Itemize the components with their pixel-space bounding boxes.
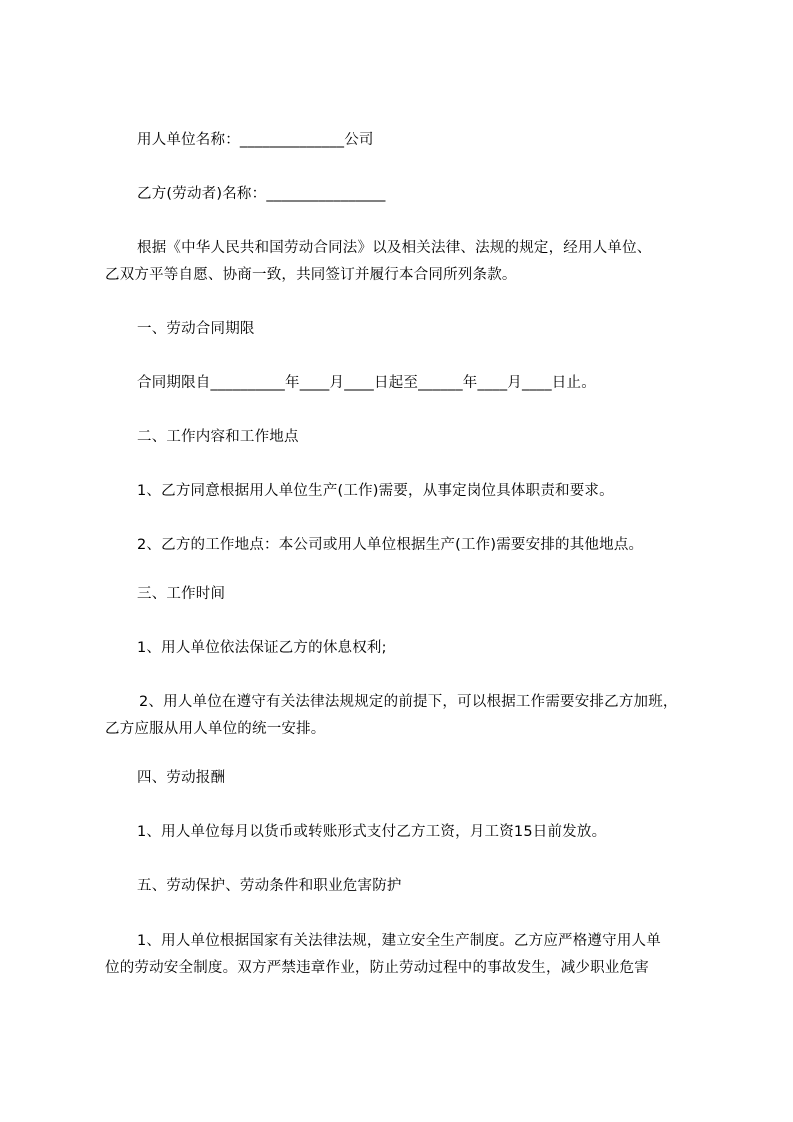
work-time-clause-2-line-1: 2、用人单位在遵守有关法律法规规定的前提下，可以根据工作需要安排乙方加班， (139, 694, 678, 710)
preamble-line-2: 乙双方平等自愿、协商一致，共同签订并履行本合同所列条款。 (105, 267, 517, 283)
section-heading-2: 二、工作内容和工作地点 (137, 429, 299, 445)
protection-clause-1-line-1: 1、用人单位根据国家有关法律法规，建立安全生产制度。乙方应严格遵守用人单 (137, 933, 661, 949)
section-heading-5: 五、劳动保护、劳动条件和职业危害防护 (137, 878, 402, 894)
work-time-clause-2-line-2: 乙方应服从用人单位的统一安排。 (105, 721, 326, 737)
preamble-line-1: 根据《中华人民共和国劳动合同法》以及相关法律、法规的规定，经用人单位、 (137, 240, 652, 256)
section-heading-1: 一、劳动合同期限 (137, 321, 255, 337)
section-heading-4: 四、劳动报酬 (137, 770, 226, 786)
pay-clause-1: 1、用人单位每月以货币或转账形式支付乙方工资，月工资15日前发放。 (137, 824, 607, 840)
section-heading-3: 三、工作时间 (137, 586, 226, 602)
employee-name-line: 乙方(劳动者)名称：________________ (137, 186, 386, 202)
protection-clause-1-line-2: 位的劳动安全制度。双方严禁违章作业，防止劳动过程中的事故发生，减少职业危害 (105, 960, 649, 976)
contract-term-line: 合同期限自__________年____月____日起至______年____月____日止。 (137, 375, 596, 391)
work-content-clause-2: 2、乙方的工作地点：本公司或用人单位根据生产(工作)需要安排的其他地点。 (137, 537, 644, 553)
work-time-clause-1: 1、用人单位依法保证乙方的休息权利; (137, 640, 387, 656)
employer-name-line: 用人单位名称：______________公司 (137, 132, 374, 148)
work-content-clause-1: 1、乙方同意根据用人单位生产(工作)需要，从事定岗位具体职责和要求。 (137, 483, 614, 499)
